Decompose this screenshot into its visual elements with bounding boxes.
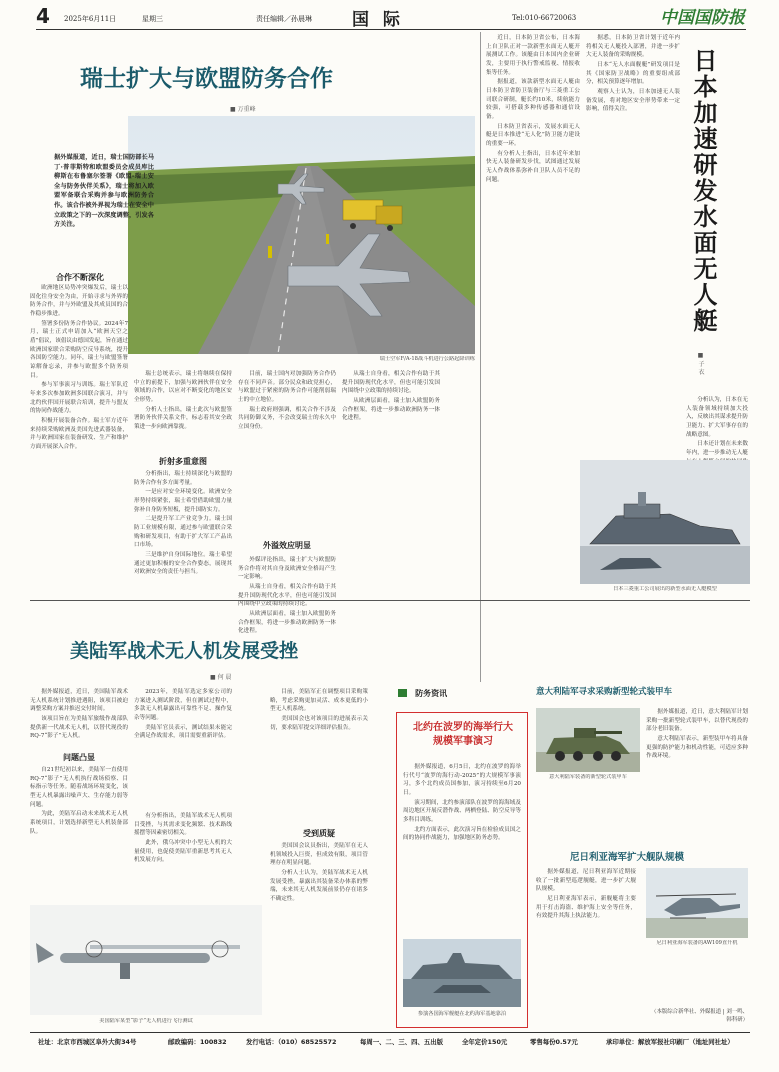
article-body-col4: 从瑞士自身看，相关合作有助于其提升国防现代化水平，但也可能引发国内围绕中立政策的持续讨论。 从欧洲层面看，瑞士加入欧盟防务合作框架，将进一步推动欧洲防务一体化进程。: [342, 371, 440, 422]
column-title: 北约在波罗的海举行大规模军事演习: [413, 722, 513, 747]
usv-photo: [580, 460, 750, 584]
article-body-col3b: 外媒评论指出，瑞士扩大与欧盟防务合作将对其自身及欧洲安全格局产生一定影响。 从瑞士自身看，相关合作有助于其提升国防现代化水平，但也可能引发国内围绕中立政策的持续讨论。 从欧洲层面看，瑞士加入欧盟防务合作框架，将进一步推动欧洲防务一体化进程。: [238, 557, 336, 635]
section-name: 国 际: [352, 10, 404, 30]
news-title: 尼日利亚海军扩大舰队规模: [570, 852, 685, 863]
news-body: 据外媒报道，近日，意大利陆军计划采购一批新型轮式装甲车，以替代现役的部分老旧装备。 意大利陆军表示，新型装甲车将具备更强的防护能力和机动性能，可适应多种作战环境。: [646, 709, 748, 760]
issue-weekday: 星期三: [142, 15, 163, 23]
armored-vehicle-photo: [536, 708, 640, 772]
issue-date: 2025年6月11日: [64, 15, 117, 23]
article-body-col2b: 分析指出，瑞士持续深化与欧盟的防务合作有多方面考量。 一是应对安全环境变化。欧洲安全形势持续紧张，瑞士希望借助欧盟力量弥补自身防务短板，提升国防实力。 二是提升军工产业竞争力。瑞士国防工业规模有限，通过参与欧盟联合采购和研发项目，有助于扩大军工产品出口市场。 三是维护自身国际地位。瑞士希望通过更加积极的安全合作姿态，展现其对欧洲安全的责任与担当。: [134, 471, 232, 576]
article-body-col2b: 有分析指出，美陆军战术无人机项目受挫，与其需求变化频繁、技术路线摇摆等因素密切相关。 此外，俄乌冲突中小型无人机的大量使用，也促使美陆军重新思考其无人机发展方向。: [134, 813, 232, 864]
subheading-intent: 折射多重意图: [159, 457, 207, 466]
photo-caption: 参演各国海军舰艇在北约海军基地靠泊: [417, 1011, 507, 1017]
editorial-tel: Tel:010-66720063: [512, 14, 577, 22]
footer-schedule: 每周一、二、三、四、五出版: [360, 1038, 444, 1046]
news-credit: （本版综合新华社、外媒报道 | 刘一鸣、韩科研）: [651, 1009, 748, 1024]
swiss-jet-photo: [128, 116, 475, 354]
article-lead: 据外媒报道，近日，瑞士国防部长马丁·普菲斯特和欧盟委员会成员库比柳斯在布鲁塞尔签署《欧盟-瑞士安全与防务伙伴关系》，瑞士将加入欧盟军备联合采购并参与欧洲防务合作。该合作被外界视为瑞士在安全中立政策之下的一次深度调整，引发各方关注。: [54, 154, 154, 229]
article-author: ■ 万重峰: [230, 106, 256, 113]
naval-photo: [403, 939, 521, 1007]
footer-price-year: 全年定价150元: [462, 1038, 508, 1046]
article-body-col1b: 自21世纪初以来，美陆军一直使用RQ-7“影子”无人机执行战场侦察、目标指示等任务。随着战场环境变化，该型无人机暴露出噪声大、生存能力弱等问题。 为此，美陆军启动未来战术无人机系统项目，计划选择新型无人机装备部队。: [30, 767, 128, 835]
article-body-col3: 分析认为，日本在无人装备领域持续加大投入，反映出其谋求提升防卫能力、扩大军事存在的战略意图。 日本还计划在未来数年内，进一步推动无人艇: [686, 397, 748, 456]
uav-photo: [30, 905, 262, 1015]
article-title-vertical: 日本加速研发水面无人艇: [689, 48, 717, 334]
article-body-col3: 目前，美陆军正在调整项目采购策略，考虑采购更加灵活、成本更低的小型无人机系统。 美国国会也对该项目的进展表示关切，要求陆军提交详细评估报告。: [270, 689, 368, 731]
column-label-icon: [398, 689, 407, 697]
article-body-col3: 目前，瑞士国内对加强防务合作仍存在不同声音。部分民众和政党担心，与欧盟过于紧密的防务合作可能削弱瑞士的中立地位。 瑞士政府则强调，相关合作不涉及共同防御义务，不会改变瑞士的永久中立国身份。: [238, 371, 336, 430]
article-title: 美陆军战术无人机发展受挫: [70, 640, 299, 662]
photo-caption: 意大利陆军装备的新型轮式装甲车: [549, 774, 627, 780]
photo-caption: 美国陆军某型“影子”无人机进行飞行测试: [99, 1018, 193, 1024]
news-body: 据外媒报道，尼日利亚海军近期接收了一批新型巡逻舰艇，进一步扩大舰队规模。 尼日利亚海军表示，新舰艇将主要用于打击海盗、维护海上安全等任务，有效提升其海上执法能力。: [536, 869, 636, 920]
footer-address: 社址：北京市西城区阜外大街34号: [38, 1038, 137, 1046]
news-title: 意大利陆军寻求采购新型轮式装甲车: [536, 687, 673, 697]
article-body-col1: 近日，日本防卫省公布，日本海上自卫队正对一款新型水面无人艇开展测试工作。该艇由日本国内企业研发，主要用于执行警戒监视、情报收集等任务。 据报道，该款新型水面无人艇由日本防卫省防卫装备厅与三菱重工公司联合研制，艇长约10米，续航能力较强，可搭载多种传感器和通信设备。 日本防卫省表示，发展水面无人艇是日本推进“无人化”防卫能力建设的重要一环。 有分析人士指出，日本近年来加快无人装备研发步伐，试图通过发展无人作战体系弥补自卫队人员不足的问题。: [486, 35, 580, 183]
article-body-col1: 据外媒报道，近日，美国陆军战术无人机系统计划推进遇阻，该项目被迫调整采购方案并推迟交付时间。 该项目旨在为美陆军旅级作战部队提供新一代战术无人机，以替代现役的RQ-7“影子”无人机。: [30, 689, 128, 740]
article-body-col2: 瑞士总统表示，瑞士将继续在保持中立的前提下，加强与欧洲伙伴在安全领域的合作，以应对不断变化的地区安全形势。 分析人士指出，瑞士此次与欧盟签署防务伙伴关系文件，标志着其安全政策进一步向欧洲靠拢。: [134, 371, 232, 430]
subheading-spillover: 外溢效应明显: [263, 541, 311, 550]
masthead-logo: 中国国防报: [660, 8, 745, 28]
column-body: 据外媒报道，6月5日，北约在波罗的海举行代号“波罗的海行动-2025”的大规模军事演习，多个北约成员国参加，演习持续至6月20日。 演习期间，北约参演部队在波罗的海海域及周边地区开展反潜作战、两栖登陆、防空反导等多科目训练。 北约方面表示，此次演习旨在检验成员国之间的协同作战能力，加强地区防务态势。: [403, 764, 521, 842]
footer-postcode: 邮政编码：100832: [168, 1038, 227, 1046]
photo-caption: 尼日利亚海军装备的AW109直升机: [656, 940, 738, 946]
subheading-cooperation: 合作不断深化: [56, 273, 104, 282]
photo-caption: 瑞士空军F/A-18战斗机进行公路起降训练: [379, 356, 475, 362]
subheading-doubts: 受到质疑: [303, 829, 335, 838]
footer-printer: 承印单位：解放军报社印刷厂（地址同社址）: [606, 1038, 734, 1046]
article-author: ■ 子 衣: [697, 352, 704, 375]
article-title: 瑞士扩大与欧盟防务合作: [80, 66, 333, 92]
page-footer: [30, 1035, 750, 1049]
column-box: [396, 712, 528, 1028]
page-number: 4: [36, 4, 50, 28]
subheading-problems: 问题凸显: [63, 753, 95, 762]
article-body-col2: 2023年，美陆军选定多家公司的方案进入测试阶段，但在测试过程中，多款无人机暴露出可靠性不足、操作复杂等问题。 美陆军官员表示，测试结果未能完全满足作战需求，项目需要重新评估。: [134, 689, 232, 740]
page-header: [0, 0, 779, 30]
responsible-editors: 责任编辑／孙晨琳: [256, 15, 312, 23]
footer-price-each: 零售每份0.57元: [530, 1038, 578, 1046]
footer-tel: 发行电话：（010）68525572: [246, 1038, 337, 1046]
photo-caption: 日本三菱重工公司展出的新型水面无人艇模型: [613, 586, 717, 592]
article-body-col2: 据悉，日本防卫省计划于近年内将相关无人艇投入部署，并进一步扩大无人装备的采购规模。 日本“无人水面舰艇”研发项目是其《国家防卫战略》的重要组成部分，相关预算逐年增加。 观察人士认为，日本加速无人装备发展，将对地区安全形势带来一定影响，值得关注。: [586, 35, 680, 113]
article-body-col1: 欧洲地区局势冲突爆发后，瑞士以固化往身安全为由，开始寻求与外界的防务合作，并与外欧盟及其成员国的合作稳步推进。 签署多份防务合作协议。2024年7月，瑞士正式申请加入“欧洲天空之盾”倡议，该倡议由德国发起，旨在通过欧洲国家联合采购防空反导系统，提升各国防空能力。同年，瑞士与欧盟签署谅解备忘录，并参与欧盟多个防务项目。 参与军事演习与训练。瑞士军队近年来多次参加欧洲多国联合演习，并与北约伙伴国开展联合培训，提升与盟友的协同作战能力。 积极开展装备合作。瑞士军方近年来持续采购欧洲及美国先进武器装备，并与欧洲国家在装备研发、生产和维护方面开展深入合作。: [30, 285, 128, 450]
column-label: 防务资讯: [398, 683, 494, 697]
helicopter-photo: [646, 868, 748, 938]
article-body-col3b: 美国国会议员指出，美陆军在无人机领域投入巨资，但成效有限，项目管理存在明显问题。 分析人士认为，美陆军战术无人机发展受挫，暴露出其装备采办体系的弊端，未来其无人机发展前景仍存在诸多不确定性。: [270, 843, 368, 902]
article-author: ■ 何 晨: [210, 674, 232, 681]
